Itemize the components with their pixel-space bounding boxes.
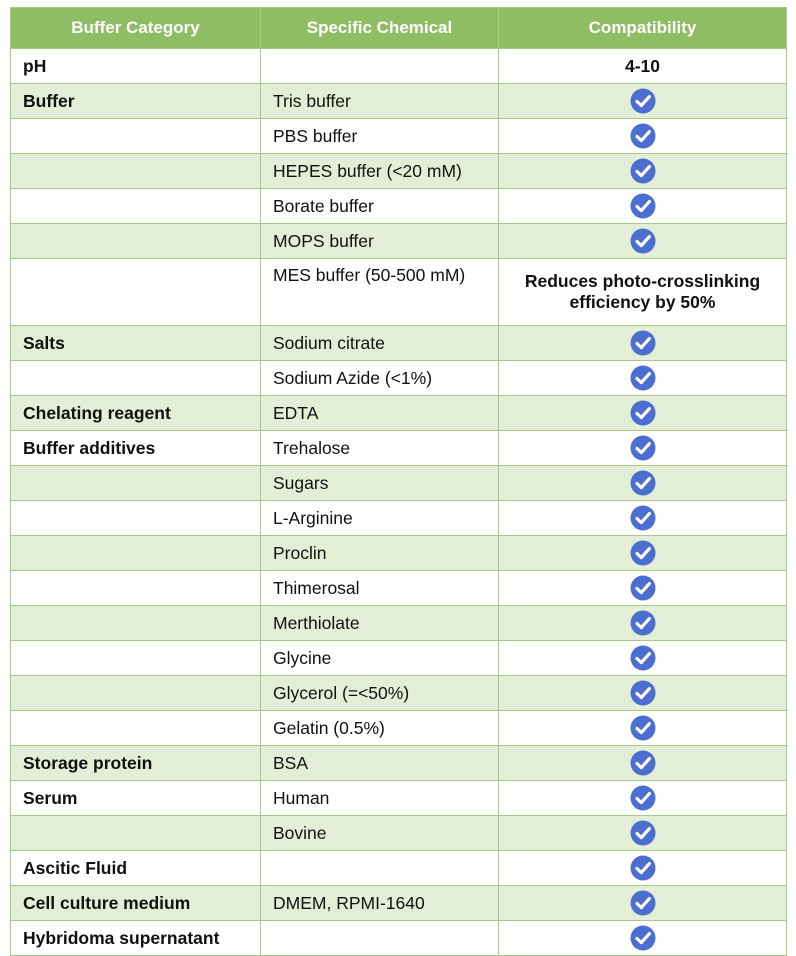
compatibility-cell xyxy=(499,466,787,501)
specific-chemical-cell: Trehalose xyxy=(261,431,499,466)
specific-chemical-cell: Human xyxy=(261,781,499,816)
table-row xyxy=(11,816,787,851)
compatibility-cell xyxy=(499,676,787,711)
compatibility-cell xyxy=(499,606,787,641)
buffer-category-cell xyxy=(11,536,261,571)
check-circle-icon xyxy=(630,575,656,601)
compatibility-cell xyxy=(499,641,787,676)
table-row xyxy=(11,396,787,431)
table-row xyxy=(11,326,787,361)
header-buffer-category: Buffer Category xyxy=(11,8,261,49)
specific-chemical-cell xyxy=(261,49,499,84)
buffer-category-cell: pH xyxy=(11,49,261,84)
table-row xyxy=(11,224,787,259)
compatibility-cell xyxy=(499,886,787,921)
table-row xyxy=(11,361,787,396)
compatibility-cell xyxy=(499,921,787,956)
table-row xyxy=(11,781,787,816)
check-circle-icon xyxy=(630,435,656,461)
compatibility-cell xyxy=(499,326,787,361)
check-circle-icon xyxy=(630,400,656,426)
table-row xyxy=(11,571,787,606)
check-circle-icon xyxy=(630,890,656,916)
specific-chemical-cell: Merthiolate xyxy=(261,606,499,641)
check-circle-icon xyxy=(630,820,656,846)
specific-chemical-cell: EDTA xyxy=(261,396,499,431)
compatibility-table xyxy=(10,7,787,956)
specific-chemical-cell: Thimerosal xyxy=(261,571,499,606)
table-row xyxy=(11,536,787,571)
specific-chemical-cell: Bovine xyxy=(261,816,499,851)
buffer-category-cell xyxy=(11,606,261,641)
table-row xyxy=(11,119,787,154)
check-circle-icon xyxy=(630,540,656,566)
specific-chemical-cell: Sugars xyxy=(261,466,499,501)
compatibility-cell xyxy=(499,189,787,224)
specific-chemical-cell xyxy=(261,851,499,886)
compatibility-cell xyxy=(499,781,787,816)
specific-chemical-cell: Sodium Azide (<1%) xyxy=(261,361,499,396)
buffer-category-cell: Buffer additives xyxy=(11,431,261,466)
table-row xyxy=(11,501,787,536)
check-circle-icon xyxy=(630,645,656,671)
buffer-category-cell xyxy=(11,501,261,536)
table-row xyxy=(11,431,787,466)
table-row xyxy=(11,606,787,641)
table-row xyxy=(11,921,787,956)
buffer-category-cell: Storage protein xyxy=(11,746,261,781)
table-row xyxy=(11,259,787,326)
specific-chemical-cell: BSA xyxy=(261,746,499,781)
buffer-category-cell: Ascitic Fluid xyxy=(11,851,261,886)
table-row xyxy=(11,466,787,501)
buffer-category-cell xyxy=(11,711,261,746)
compatibility-cell xyxy=(499,816,787,851)
specific-chemical-cell: MES buffer (50-500 mM) xyxy=(261,259,499,326)
table-row xyxy=(11,676,787,711)
specific-chemical-cell: Sodium citrate xyxy=(261,326,499,361)
check-circle-icon xyxy=(630,750,656,776)
buffer-category-cell: Cell culture medium xyxy=(11,886,261,921)
buffer-category-cell: Serum xyxy=(11,781,261,816)
check-circle-icon xyxy=(630,330,656,356)
check-circle-icon xyxy=(630,610,656,636)
compatibility-cell xyxy=(499,259,787,326)
buffer-category-cell xyxy=(11,816,261,851)
compatibility-cell xyxy=(499,396,787,431)
buffer-category-cell xyxy=(11,119,261,154)
compatibility-text: Reduces photo-crosslinking efficiency by 50% xyxy=(524,271,761,312)
buffer-category-cell xyxy=(11,154,261,189)
table-row xyxy=(11,49,787,84)
compatibility-cell xyxy=(499,119,787,154)
table-row xyxy=(11,851,787,886)
buffer-category-cell: Chelating reagent xyxy=(11,396,261,431)
check-circle-icon xyxy=(630,505,656,531)
buffer-category-cell xyxy=(11,189,261,224)
specific-chemical-cell: Borate buffer xyxy=(261,189,499,224)
check-circle-icon xyxy=(630,925,656,951)
buffer-category-cell xyxy=(11,676,261,711)
table-row xyxy=(11,189,787,224)
compatibility-cell xyxy=(499,224,787,259)
table-row xyxy=(11,746,787,781)
check-circle-icon xyxy=(630,680,656,706)
check-circle-icon xyxy=(630,228,656,254)
specific-chemical-cell: HEPES buffer (<20 mM) xyxy=(261,154,499,189)
buffer-category-cell xyxy=(11,641,261,676)
buffer-category-cell: Buffer xyxy=(11,84,261,119)
table-row xyxy=(11,641,787,676)
specific-chemical-cell: PBS buffer xyxy=(261,119,499,154)
buffer-category-cell xyxy=(11,259,261,326)
buffer-category-cell: Salts xyxy=(11,326,261,361)
check-circle-icon xyxy=(630,855,656,881)
table-row xyxy=(11,154,787,189)
specific-chemical-cell: Tris buffer xyxy=(261,84,499,119)
buffer-category-cell: Hybridoma supernatant xyxy=(11,921,261,956)
header-specific-chemical: Specific Chemical xyxy=(261,8,499,49)
compatibility-text: 4-10 xyxy=(624,55,661,76)
header-compatibility: Compatibility xyxy=(499,8,787,49)
table-row xyxy=(11,886,787,921)
check-circle-icon xyxy=(630,470,656,496)
header-row xyxy=(11,8,787,49)
specific-chemical-cell: L-Arginine xyxy=(261,501,499,536)
buffer-category-cell xyxy=(11,466,261,501)
check-circle-icon xyxy=(630,785,656,811)
specific-chemical-cell: MOPS buffer xyxy=(261,224,499,259)
buffer-category-cell xyxy=(11,361,261,396)
buffer-category-cell xyxy=(11,571,261,606)
compatibility-cell xyxy=(499,49,787,84)
compatibility-cell xyxy=(499,536,787,571)
table-row xyxy=(11,711,787,746)
compatibility-cell xyxy=(499,746,787,781)
compatibility-cell xyxy=(499,154,787,189)
buffer-category-cell xyxy=(11,224,261,259)
check-circle-icon xyxy=(630,158,656,184)
compatibility-cell xyxy=(499,571,787,606)
specific-chemical-cell: Gelatin (0.5%) xyxy=(261,711,499,746)
table-row xyxy=(11,84,787,119)
compatibility-cell xyxy=(499,431,787,466)
check-circle-icon xyxy=(630,365,656,391)
check-circle-icon xyxy=(630,715,656,741)
specific-chemical-cell: DMEM, RPMI-1640 xyxy=(261,886,499,921)
check-circle-icon xyxy=(630,193,656,219)
compatibility-cell xyxy=(499,361,787,396)
compatibility-cell xyxy=(499,501,787,536)
compatibility-cell xyxy=(499,84,787,119)
check-circle-icon xyxy=(630,123,656,149)
specific-chemical-cell: Glycerol (=<50%) xyxy=(261,676,499,711)
specific-chemical-cell: Proclin xyxy=(261,536,499,571)
compatibility-cell xyxy=(499,851,787,886)
specific-chemical-cell: Glycine xyxy=(261,641,499,676)
check-circle-icon xyxy=(630,88,656,114)
specific-chemical-cell xyxy=(261,921,499,956)
table-body xyxy=(11,49,787,956)
compatibility-cell xyxy=(499,711,787,746)
